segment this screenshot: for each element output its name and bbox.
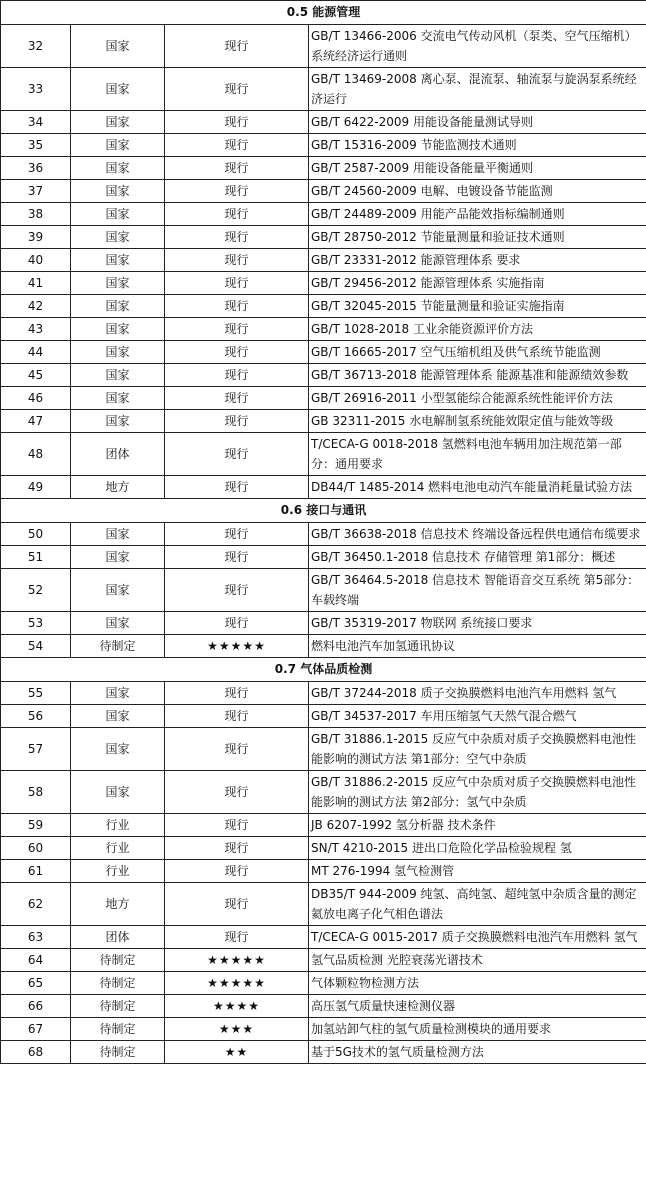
row-number: 33 xyxy=(1,68,71,111)
row-status: 现行 xyxy=(165,410,309,433)
row-level: 国家 xyxy=(71,180,165,203)
row-number: 68 xyxy=(1,1041,71,1064)
row-standard-title: 基于5G技术的氢气质量检测方法 xyxy=(309,1041,646,1064)
row-status: 现行 xyxy=(165,926,309,949)
row-status: 现行 xyxy=(165,249,309,272)
row-number: 63 xyxy=(1,926,71,949)
row-level: 国家 xyxy=(71,682,165,705)
row-status: 现行 xyxy=(165,226,309,249)
row-status: 现行 xyxy=(165,272,309,295)
row-level: 国家 xyxy=(71,68,165,111)
row-level: 团体 xyxy=(71,926,165,949)
row-standard-title: GB/T 13466-2006 交流电气传动风机（泵类、空气压缩机）系统经济运行通则 xyxy=(309,25,646,68)
row-status: 现行 xyxy=(165,318,309,341)
table-row xyxy=(1,203,646,226)
row-level: 待制定 xyxy=(71,635,165,658)
row-number: 36 xyxy=(1,157,71,180)
row-level: 国家 xyxy=(71,771,165,814)
row-number: 52 xyxy=(1,569,71,612)
table-row xyxy=(1,410,646,433)
row-standard-title: GB 32311-2015 水电解制氢系统能效限定值与能效等级 xyxy=(309,410,646,433)
row-standard-title: GB/T 29456-2012 能源管理体系 实施指南 xyxy=(309,272,646,295)
row-standard-title: 氢气品质检测 光腔衰荡光谱技术 xyxy=(309,949,646,972)
table-row xyxy=(1,705,646,728)
table-row xyxy=(1,972,646,995)
row-standard-title: GB/T 1028-2018 工业余能资源评价方法 xyxy=(309,318,646,341)
table-row xyxy=(1,157,646,180)
row-level: 国家 xyxy=(71,157,165,180)
row-number: 60 xyxy=(1,837,71,860)
row-number: 42 xyxy=(1,295,71,318)
row-standard-title: GB/T 36638-2018 信息技术 终端设备远程供电通信布缆要求 xyxy=(309,523,646,546)
row-number: 62 xyxy=(1,883,71,926)
row-number: 65 xyxy=(1,972,71,995)
row-status: 现行 xyxy=(165,837,309,860)
row-status: 现行 xyxy=(165,728,309,771)
row-standard-title: 气体颗粒物检测方法 xyxy=(309,972,646,995)
row-number: 46 xyxy=(1,387,71,410)
row-standard-title: GB/T 16665-2017 空气压缩机组及供气系统节能监测 xyxy=(309,341,646,364)
table-row xyxy=(1,612,646,635)
row-number: 53 xyxy=(1,612,71,635)
row-standard-title: GB/T 24560-2009 电解、电镀设备节能监测 xyxy=(309,180,646,203)
row-standard-title: GB/T 36464.5-2018 信息技术 智能语音交互系统 第5部分：车载终端 xyxy=(309,569,646,612)
row-standard-title: GB/T 24489-2009 用能产品能效指标编制通则 xyxy=(309,203,646,226)
row-number: 47 xyxy=(1,410,71,433)
row-status: 现行 xyxy=(165,476,309,499)
row-standard-title: GB/T 23331-2012 能源管理体系 要求 xyxy=(309,249,646,272)
row-status: 现行 xyxy=(165,546,309,569)
row-level: 待制定 xyxy=(71,1041,165,1064)
row-standard-title: MT 276-1994 氢气检测管 xyxy=(309,860,646,883)
row-level: 国家 xyxy=(71,203,165,226)
row-number: 34 xyxy=(1,111,71,134)
row-number: 45 xyxy=(1,364,71,387)
row-status: 现行 xyxy=(165,341,309,364)
row-level: 待制定 xyxy=(71,1018,165,1041)
row-number: 32 xyxy=(1,25,71,68)
row-status: ★★★ xyxy=(165,1018,309,1041)
row-number: 38 xyxy=(1,203,71,226)
row-standard-title: GB/T 26916-2011 小型氢能综合能源系统性能评价方法 xyxy=(309,387,646,410)
table-row xyxy=(1,569,646,612)
row-number: 43 xyxy=(1,318,71,341)
row-level: 国家 xyxy=(71,705,165,728)
row-standard-title: GB/T 36713-2018 能源管理体系 能源基准和能源绩效参数 xyxy=(309,364,646,387)
row-status: 现行 xyxy=(165,364,309,387)
row-status: 现行 xyxy=(165,387,309,410)
row-status: 现行 xyxy=(165,771,309,814)
table-row xyxy=(1,25,646,68)
row-status: 现行 xyxy=(165,682,309,705)
table-row xyxy=(1,249,646,272)
row-level: 地方 xyxy=(71,883,165,926)
row-number: 50 xyxy=(1,523,71,546)
section-heading: 0.5 能源管理 xyxy=(1,1,646,25)
row-status: 现行 xyxy=(165,569,309,612)
table-row xyxy=(1,949,646,972)
section-header-row xyxy=(1,499,646,523)
row-status: ★★★★ xyxy=(165,995,309,1018)
table-row xyxy=(1,433,646,476)
row-number: 59 xyxy=(1,814,71,837)
row-status: 现行 xyxy=(165,111,309,134)
row-number: 64 xyxy=(1,949,71,972)
row-number: 58 xyxy=(1,771,71,814)
row-status: ★★★★★ xyxy=(165,972,309,995)
standards-table-body xyxy=(1,1,646,1064)
table-row xyxy=(1,272,646,295)
row-number: 39 xyxy=(1,226,71,249)
row-status: 现行 xyxy=(165,883,309,926)
row-standard-title: GB/T 35319-2017 物联网 系统接口要求 xyxy=(309,612,646,635)
row-level: 国家 xyxy=(71,410,165,433)
table-row xyxy=(1,926,646,949)
row-level: 国家 xyxy=(71,134,165,157)
row-level: 国家 xyxy=(71,612,165,635)
row-status: ★★★★★ xyxy=(165,635,309,658)
row-level: 待制定 xyxy=(71,995,165,1018)
table-row xyxy=(1,995,646,1018)
row-level: 国家 xyxy=(71,25,165,68)
row-standard-title: GB/T 34537-2017 车用压缩氢气天然气混合燃气 xyxy=(309,705,646,728)
row-standard-title: GB/T 28750-2012 节能量测量和验证技术通则 xyxy=(309,226,646,249)
row-standard-title: T/CECA-G 0018-2018 氢燃料电池车辆用加注规范第一部分：通用要求 xyxy=(309,433,646,476)
row-standard-title: GB/T 15316-2009 节能监测技术通则 xyxy=(309,134,646,157)
row-standard-title: T/CECA-G 0015-2017 质子交换膜燃料电池汽车用燃料 氢气 xyxy=(309,926,646,949)
table-row xyxy=(1,364,646,387)
row-number: 61 xyxy=(1,860,71,883)
row-level: 地方 xyxy=(71,476,165,499)
row-level: 国家 xyxy=(71,546,165,569)
table-row xyxy=(1,814,646,837)
row-standard-title: DB44/T 1485-2014 燃料电池电动汽车能量消耗量试验方法 xyxy=(309,476,646,499)
table-row xyxy=(1,476,646,499)
row-status: 现行 xyxy=(165,157,309,180)
row-number: 35 xyxy=(1,134,71,157)
row-status: 现行 xyxy=(165,860,309,883)
row-number: 66 xyxy=(1,995,71,1018)
row-standard-title: GB/T 13469-2008 离心泵、混流泵、轴流泵与旋涡泵系统经济运行 xyxy=(309,68,646,111)
row-standard-title: GB/T 37244-2018 质子交换膜燃料电池汽车用燃料 氢气 xyxy=(309,682,646,705)
row-standard-title: GB/T 6422-2009 用能设备能量测试导则 xyxy=(309,111,646,134)
table-row xyxy=(1,111,646,134)
table-row xyxy=(1,860,646,883)
section-heading: 0.6 接口与通讯 xyxy=(1,499,646,523)
row-number: 40 xyxy=(1,249,71,272)
row-status: ★★ xyxy=(165,1041,309,1064)
row-standard-title: DB35/T 944-2009 纯氢、高纯氢、超纯氢中杂质含量的测定 氦放电离子化气相色谱法 xyxy=(309,883,646,926)
row-standard-title: SN/T 4210-2015 进出口危险化学品检验规程 氢 xyxy=(309,837,646,860)
row-level: 行业 xyxy=(71,860,165,883)
table-row xyxy=(1,728,646,771)
row-number: 41 xyxy=(1,272,71,295)
row-status: ★★★★★ xyxy=(165,949,309,972)
row-level: 待制定 xyxy=(71,972,165,995)
row-standard-title: 高压氢气质量快速检测仪器 xyxy=(309,995,646,1018)
row-number: 48 xyxy=(1,433,71,476)
row-status: 现行 xyxy=(165,814,309,837)
row-level: 国家 xyxy=(71,318,165,341)
table-row xyxy=(1,523,646,546)
row-standard-title: GB/T 32045-2015 节能量测量和验证实施指南 xyxy=(309,295,646,318)
table-row xyxy=(1,883,646,926)
row-status: 现行 xyxy=(165,295,309,318)
row-level: 国家 xyxy=(71,728,165,771)
row-standard-title: GB/T 31886.1-2015 反应气中杂质对质子交换膜燃料电池性能影响的测试方法 第1部分：空气中杂质 xyxy=(309,728,646,771)
row-status: 现行 xyxy=(165,433,309,476)
row-number: 51 xyxy=(1,546,71,569)
row-level: 待制定 xyxy=(71,949,165,972)
row-standard-title: GB/T 31886.2-2015 反应气中杂质对质子交换膜燃料电池性能影响的测试方法 第2部分：氢气中杂质 xyxy=(309,771,646,814)
row-level: 行业 xyxy=(71,814,165,837)
section-header-row xyxy=(1,658,646,682)
row-number: 44 xyxy=(1,341,71,364)
row-standard-title: GB/T 36450.1-2018 信息技术 存储管理 第1部分：概述 xyxy=(309,546,646,569)
row-number: 57 xyxy=(1,728,71,771)
row-level: 国家 xyxy=(71,341,165,364)
table-row xyxy=(1,546,646,569)
section-heading: 0.7 气体品质检测 xyxy=(1,658,646,682)
row-number: 37 xyxy=(1,180,71,203)
row-level: 团体 xyxy=(71,433,165,476)
table-row xyxy=(1,180,646,203)
row-standard-title: 燃料电池汽车加氢通讯协议 xyxy=(309,635,646,658)
row-standard-title: 加氢站卸气柱的氢气质量检测模块的通用要求 xyxy=(309,1018,646,1041)
table-row xyxy=(1,387,646,410)
row-level: 国家 xyxy=(71,295,165,318)
row-standard-title: JB 6207-1992 氢分析器 技术条件 xyxy=(309,814,646,837)
row-level: 国家 xyxy=(71,111,165,134)
row-status: 现行 xyxy=(165,180,309,203)
row-number: 49 xyxy=(1,476,71,499)
table-row xyxy=(1,134,646,157)
row-level: 国家 xyxy=(71,523,165,546)
table-row xyxy=(1,837,646,860)
table-row xyxy=(1,295,646,318)
table-row xyxy=(1,341,646,364)
row-number: 55 xyxy=(1,682,71,705)
row-level: 国家 xyxy=(71,272,165,295)
section-header-row xyxy=(1,1,646,25)
row-status: 现行 xyxy=(165,68,309,111)
row-status: 现行 xyxy=(165,523,309,546)
table-row xyxy=(1,68,646,111)
row-level: 国家 xyxy=(71,387,165,410)
row-level: 行业 xyxy=(71,837,165,860)
row-status: 现行 xyxy=(165,25,309,68)
row-level: 国家 xyxy=(71,364,165,387)
row-level: 国家 xyxy=(71,249,165,272)
row-status: 现行 xyxy=(165,705,309,728)
row-number: 56 xyxy=(1,705,71,728)
row-level: 国家 xyxy=(71,569,165,612)
table-row xyxy=(1,1018,646,1041)
table-row xyxy=(1,318,646,341)
row-status: 现行 xyxy=(165,612,309,635)
table-row xyxy=(1,771,646,814)
table-row xyxy=(1,1041,646,1064)
row-status: 现行 xyxy=(165,203,309,226)
row-level: 国家 xyxy=(71,226,165,249)
row-status: 现行 xyxy=(165,134,309,157)
table-row xyxy=(1,226,646,249)
row-standard-title: GB/T 2587-2009 用能设备能量平衡通则 xyxy=(309,157,646,180)
row-number: 54 xyxy=(1,635,71,658)
row-number: 67 xyxy=(1,1018,71,1041)
table-row xyxy=(1,682,646,705)
table-row xyxy=(1,635,646,658)
